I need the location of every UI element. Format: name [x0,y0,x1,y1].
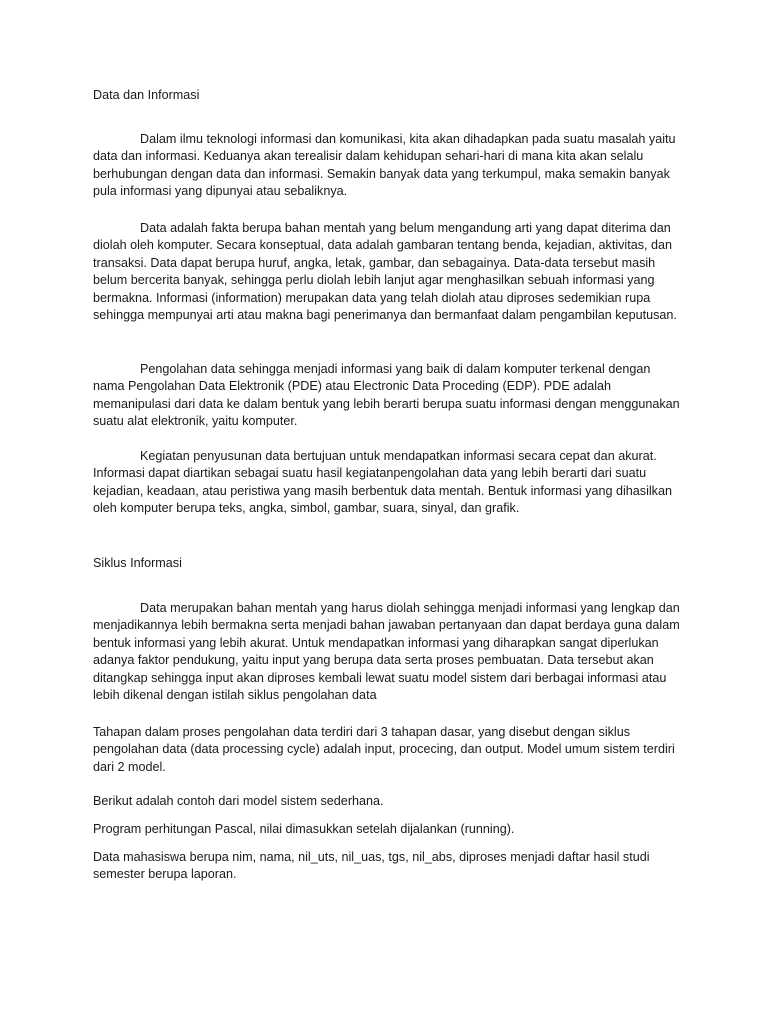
section-heading-data-dan-informasi: Data dan Informasi [93,88,200,102]
section-heading-siklus-informasi: Siklus Informasi [93,556,182,570]
paragraph-kegiatan-penyusunan: Kegiatan penyusunan data bertujuan untuk mendapatkan informasi secara cepat dan akurat. Informasi dapat diartikan sebagai suatu hasil kegiatanpengolahan data yang lebih berarti dari suatu kejadian, keadaan, atau peristiwa yang masih berbentuk data mentah. Bentuk informasi yang dihasilkan oleh komputer berupa teks, angka, simbol, gambar, suara, sinyal, dan grafik. [93,449,672,516]
paragraph-pengolahan-data: Pengolahan data sehingga menjadi informasi yang baik di dalam komputer terkenal dengan nama Pengolahan Data Elektronik (PDE) atau Electronic Data Proceding (EDP). PDE adalah memanipulasi dari data ke dalam bentuk yang lebih berarti berupa suatu informasi dengan menggunakan suatu alat elektronik, yaitu komputer. [93,362,680,429]
paragraph-siklus-data: Data merupakan bahan mentah yang harus diolah sehingga menjadi informasi yang lengkap dan menjadikannya lebih bermakna serta menjadi bahan jawaban pertanyaan dan dapat berdaya guna dalam bentuk informasi yang lebih akurat. Untuk mendapatkan informasi yang diharapkan sangat diperlukan adanya faktor pendukung, yaitu input yang berupa data serta proses pembuatan. Data tersebut akan ditangkap sehingga input akan diproses kembali lewat suatu model sistem dari berbagai informasi atau lebih dikenal dengan istilah siklus pengolahan data [93,601,680,703]
paragraph-data-mahasiswa: Data mahasiswa berupa nim, nama, nil_uts, nil_uas, tgs, nil_abs, diproses menjadi daftar hasil studi semester berupa laporan. [93,850,650,882]
paragraph-definisi-data: Data adalah fakta berupa bahan mentah yang belum mengandung arti yang dapat diterima dan diolah oleh komputer. Secara konseptual, data adalah gambaran tentang benda, kejadian, aktivitas, dan transaksi. Data dapat berupa huruf, angka, letak, gambar, dan sebagainya. Data-data tersebut masih belum bercerita banyak, sehingga perlu diolah lebih lanjut agar menghasilkan sebuah informasi yang bermakna. Informasi (information) merupakan data yang telah diolah atau diproses sedemikian rupa sehingga mempunyai arti atau makna bagi penerimanya dan bermanfaat dalam pengambilan keputusan. [93,221,677,323]
paragraph-program-pascal: Program perhitungan Pascal, nilai dimasukkan setelah dijalankan (running). [93,822,515,836]
paragraph-contoh-model: Berikut adalah contoh dari model sistem sederhana. [93,794,384,808]
paragraph-tahapan: Tahapan dalam proses pengolahan data terdiri dari 3 tahapan dasar, yang disebut dengan siklus pengolahan data (data processing cycle) adalah input, procecing, dan output. Model umum sistem terdiri dari 2 model. [93,725,675,774]
paragraph-intro: Dalam ilmu teknologi informasi dan komunikasi, kita akan dihadapkan pada suatu masalah yaitu data dan informasi. Keduanya akan terealisir dalam kehidupan sehari-hari di mana kita akan selalu berhubungan dengan data dan informasi. Semakin banyak data yang terkumpul, maka semakin banyak pula informasi yang dipunyai atau sebaliknya. [93,132,676,199]
